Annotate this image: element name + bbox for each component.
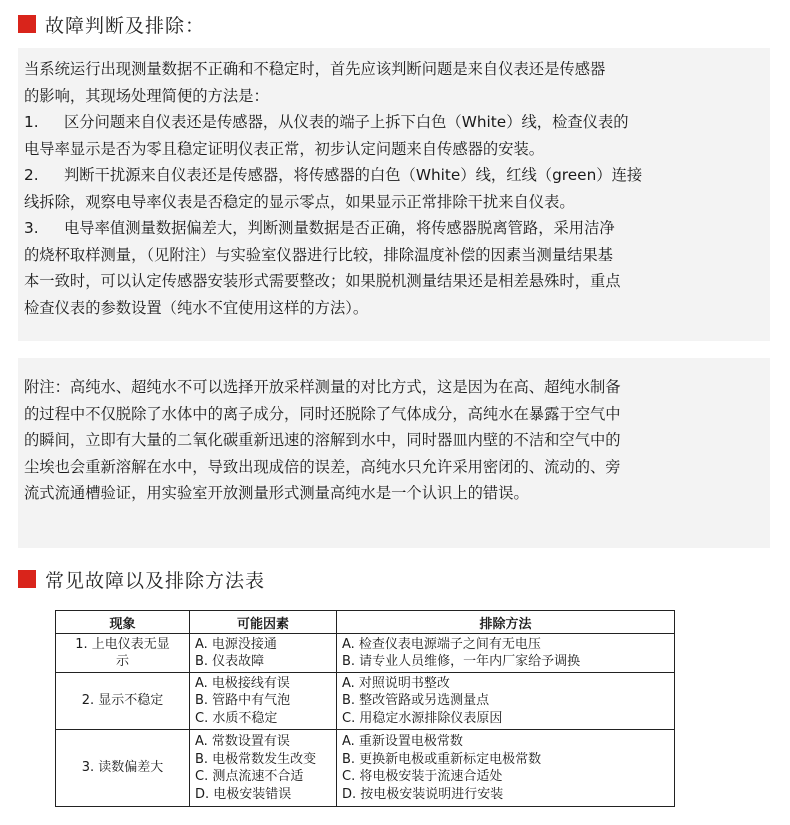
cell-line: D. 按电极安装说明进行安装: [342, 786, 504, 802]
cell-line: A. 检查仪表电源端子之间有无电压: [342, 636, 541, 652]
phenomenon-cell: [56, 730, 190, 807]
cell-line: A. 电极接线有误: [195, 675, 290, 691]
methods-cell: [337, 730, 675, 807]
item-line: 线拆除，观察电导率仪表是否稳定的显示零点，如果显示正常排除干扰来自仪表。: [24, 192, 575, 211]
cell-line: 示: [115, 654, 129, 669]
phenomenon-cell: [56, 673, 190, 730]
methods-cell: [337, 673, 675, 730]
cell-line: 3. 读数偏差大: [81, 760, 164, 776]
cell-line: C. 水质不稳定: [195, 710, 278, 726]
item-line: 检查仪表的参数设置（纯水不宜使用这样的方法）。: [24, 298, 369, 317]
intro-line: 当系统运行出现测量数据不正确和不稳定时，首先应该判断问题是来自仪表还是传感器: [24, 60, 606, 78]
causes-cell: [190, 673, 337, 730]
item-line: 电导率显示是否为零且稳定证明仪表正常，初步认定问题来自传感器的安装。: [24, 139, 545, 158]
note-line: 附注：高纯水、超纯水不可以选择开放采样测量的对比方式，这是因为在高、超纯水制备: [24, 378, 621, 396]
phenomenon-cell: [56, 634, 190, 673]
table-row: [56, 634, 675, 673]
causes-cell: [190, 634, 337, 673]
item-line: 本一致时，可以认定传感器安装形式需要整改；如果脱机测量结果还是相差悬殊时，重点: [24, 272, 621, 290]
cell-line: A. 电源没接通: [195, 636, 277, 652]
fault-table: [55, 610, 675, 807]
cell-line: C. 测点流速不合适: [195, 769, 304, 784]
item-line: 的烧杯取样测量，（见附注）与实验室仪器进行比较，排除温度补偿的因素当测量结果基: [24, 245, 613, 264]
cell-line: D. 电极安装错误: [195, 786, 292, 802]
item-text: 电导率值测量数据偏差大，判断测量数据是否正确，将传感器脱离管路，采用洁净: [64, 219, 615, 237]
item-number: 2.: [24, 166, 39, 184]
section-heading-troubleshooting: [18, 12, 205, 36]
troubleshooting-panel: [18, 48, 770, 341]
cell-line: 1. 上电仪表无显: [75, 636, 170, 652]
item-line: [24, 162, 756, 189]
cell-line: A. 重新设置电极常数: [342, 734, 463, 749]
item-text: 判断干扰源来自仪表还是传感器，将传感器的白色（White）线，红线（green）连接: [64, 166, 643, 184]
cell-line: B. 请专业人员维修，一年内厂家给予调换: [342, 654, 581, 669]
red-square-icon: [18, 570, 36, 588]
cell-line: A. 对照说明书整改: [342, 675, 450, 691]
item-text: 区分问题来自仪表还是传感器，从仪表的端子上拆下白色（White）线，检查仪表的: [64, 113, 629, 131]
cell-line: B. 整改管路或另选测量点: [342, 693, 490, 709]
red-square-icon: [18, 15, 36, 33]
causes-cell: [190, 730, 337, 807]
table-row: [56, 730, 675, 807]
note-panel: [18, 358, 770, 548]
header-methods: 排除方法: [337, 611, 675, 634]
cell-line: C. 用稳定水源排除仪表原因: [342, 710, 503, 726]
cell-line: B. 更换新电极或重新标定电极常数: [342, 751, 542, 767]
header-phenomenon: 现象: [56, 611, 190, 634]
section-heading-fault-table: [18, 567, 265, 591]
header-causes: 可能因素: [190, 611, 337, 634]
cell-line: B. 管路中有气泡: [195, 693, 291, 709]
note-line: 的瞬间，立即有大量的二氧化碳重新迅速的溶解到水中，同时器皿内壁的不洁和空气中的: [24, 431, 621, 449]
cell-line: C. 将电极安装于流速合适处: [342, 769, 503, 784]
table-row: [56, 673, 675, 730]
table-header-row: [56, 611, 675, 634]
cell-line: A. 常数设置有误: [195, 734, 290, 749]
cell-line: 2. 显示不稳定: [81, 693, 164, 709]
item-number: 1.: [24, 113, 39, 131]
note-line: 流式流通槽验证，用实验室开放测量形式测量高纯水是一个认识上的错误。: [24, 484, 529, 502]
item-line: [24, 109, 756, 136]
item-number: 3.: [24, 219, 39, 237]
cell-line: B. 仪表故障: [195, 654, 265, 669]
methods-cell: [337, 634, 675, 673]
intro-line: 的影响，其现场处理简便的方法是：: [24, 86, 269, 105]
note-line: 尘埃也会重新溶解在水中，导致出现成倍的误差，高纯水只允许采用密闭的、流动的、旁: [24, 457, 621, 476]
section-title: 常见故障以及排除方法表: [45, 569, 266, 592]
section-title: 故障判断及排除：: [45, 14, 206, 37]
item-line: [24, 215, 756, 242]
note-line: 的过程中不仅脱除了水体中的离子成分，同时还脱除了气体成分，高纯水在暴露于空气中: [24, 404, 621, 423]
fault-table-wrapper: [55, 610, 675, 807]
cell-line: B. 电极常数发生改变: [195, 751, 317, 767]
